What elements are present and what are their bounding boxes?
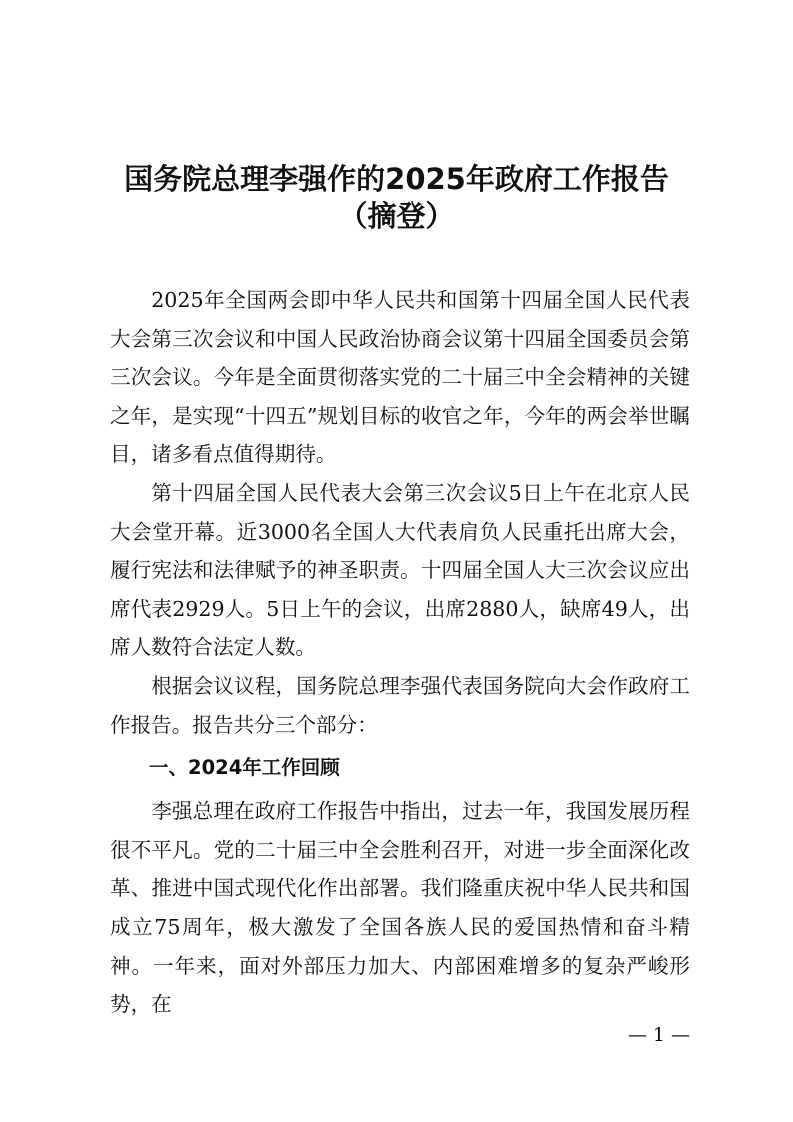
section-heading: 一、2024年工作回顾 [149, 756, 340, 780]
document-body [110, 281, 690, 1024]
page-number: — 1 — [627, 1024, 690, 1046]
paragraph-intro: 2025年全国两会即中华人民共和国第十四届全国人民代表大会第三次会议和中国人民政治协商会议第十四届全国委员会第三次会议。今年是全面贯彻落实党的二十届三中全会精神的关键之年，是实现“十四五”规划目标的收官之年，今年的两会举世瞩目，诸多看点值得期待。 [110, 288, 690, 467]
document-title: 国务院总理李强作的2025年政府工作报告 [124, 162, 669, 196]
paragraph-review: 李强总理在政府工作报告中指出，过去一年，我国发展历程很不平凡。党的二十届三中全会胜利召开，对进一步全面深化改革、推进中国式现代化作出部署。我们隆重庆祝中华人民共和国成立75周年，极大激发了全国各族人民的爱国热情和奋斗精神。一年来，面对外部压力加大、内部困难增多的复杂严峻形势，在 [110, 799, 690, 1017]
paragraph-agenda: 根据会议议程，国务院总理李强代表国务院向大会作政府工作报告。报告共分三个部分： [110, 673, 690, 737]
document-subtitle: （摘登） [338, 199, 455, 233]
paragraph-opening: 第十四届全国人民代表大会第三次会议5日上午在北京人民大会堂开幕。近3000名全国人大代表肩负人民重托出席大会，履行宪法和法律赋予的神圣职责。十四届全国人大三次会议应出席代表2929人。5日上午的会议，出席2880人，缺席49人，出席人数符合法定人数。 [110, 480, 690, 660]
